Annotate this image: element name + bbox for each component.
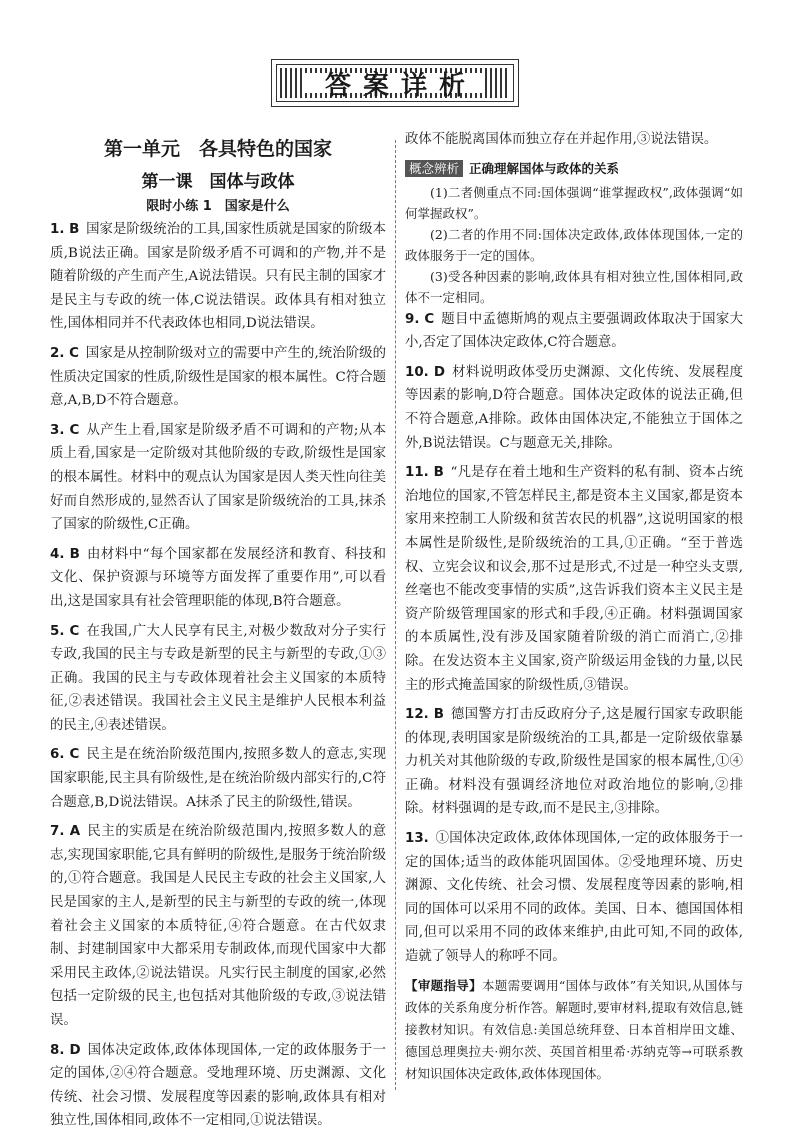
answer-item: [405, 461, 743, 697]
answer-text: 由材料中“每个国家都在发展经济和教育、科技和文化、保护资源与环境等方面发挥了重要作用”,可以看出,这是国家具有社会管理职能的体现,B符合题意。: [50, 546, 386, 609]
drill-title: 限时小练 1 国家是什么: [146, 199, 290, 214]
answer-item: [50, 743, 386, 814]
column-divider: [395, 140, 396, 1090]
page-header: [271, 59, 519, 107]
answer-number: 7. A: [50, 824, 81, 840]
answer-text: 民主的实质是在统治阶级范围内,按照多数人的意志,实现国家职能,它具有鲜明的阶级性,是服务于统治阶级的,①符合题意。我国是人民民主专政的社会主义国家,人民是国家的主人,是新型的民主与新型的专政的统一,体现着社会主义国家的本质特征,④符合题意。在古代奴隶制、封建制国家中大都采用专制政体,而现代国家中大都采用民主政体,②说法错误。凡实行民主制度的国家,必然包括一定阶级的民主,也包括对其他阶级的专政,③说法错误。: [50, 824, 386, 1028]
header-title: 答案详析: [305, 73, 485, 93]
answer-text: 民主是在统治阶级范围内,按照多数人的意志,实现国家职能,民主具有阶级性,是在统治阶级内部实行的,C符合题意,B,D说法错误。A抹杀了民主的阶级性,错误。: [50, 747, 386, 810]
answer-number: 13.: [405, 831, 429, 847]
answer-number: 2. C: [50, 345, 79, 361]
answer-item: [405, 703, 743, 821]
lesson-title: 第一课 国体与政体: [141, 172, 295, 192]
right-answer-list: [405, 308, 743, 969]
answer-item: [405, 308, 743, 355]
answer-item: [50, 543, 386, 614]
answer-text: 题目中孟德斯鸠的观点主要强调政体取决于国家大小,否定了国体决定政体,C符合题意。: [405, 311, 743, 351]
unit-title: 第一单元 各具特色的国家: [103, 138, 332, 160]
answer-number: 10. D: [405, 364, 445, 380]
answer-item: [50, 820, 386, 1032]
answer-number: 1. B: [50, 222, 80, 237]
concept-point: (1)二者侧重点不同:国体强调“谁掌握政权”,政体强调“如何掌握政权”。: [405, 184, 743, 221]
concept-title: 正确理解国体与政体的关系: [469, 160, 620, 176]
answer-item: [405, 361, 743, 455]
review-guide: [405, 975, 743, 1085]
guide-text: 本题需要调用“国体与政体”有关知识,从国体与政体的关系角度分析作答。解题时,要审材料,提取有效信息,链接教材知识。有效信息:美国总统拜登、日本首相岸田文雄、德国总理奥拉夫·朔尔茨、英国首相里希·苏纳克等→可联系教材知识国体决定政体,政体体现国体。: [405, 977, 743, 1081]
answer-item: [50, 1039, 386, 1133]
concept-point: (3)受各种因素的影响,政体具有相对独立性,国体相同,政体不一定相同。: [405, 268, 743, 305]
answer-item: [405, 827, 743, 969]
answer-number: 4. B: [50, 546, 80, 562]
answer-number: 8. D: [50, 1042, 81, 1058]
answer-item: [50, 620, 386, 738]
concept-tag: 概念辨析: [405, 160, 463, 177]
concept-heading: [405, 158, 743, 180]
answer-text: 在我国,广大人民享有民主,对极少数敌对分子实行专政,我国的民主与专政是新型的民主与新型的专政,①③正确。我国的民主与专政体现着社会主义国家的本质特征,②表述错误。我国社会主义民主是维护人民根本利益的民主,④表述错误。: [50, 623, 386, 733]
answer-number: 6. C: [50, 747, 80, 763]
answer-number: 3. C: [50, 422, 80, 438]
answer-text: ①国体决定政体,政体体现国体,一定的政体服务于一定的国体;适当的政体能巩固国体。②受地理环境、历史渊源、文化传统、社会习惯、发展程度等因素的影响,相同的国体可以采用不同的政体。美国、日本、德国国体相同,但可以采用不同的政体来维护,由此可知,不同的政体,造就了领导人的称呼不同。: [405, 831, 743, 965]
answer-text: “凡是存在着土地和生产资料的私有制、资本占统治地位的国家,不管怎样民主,都是资本主义国家,都是资本家用来控制工人阶级和贫苦农民的机器”,这说明国家的根本属性是阶级性,是阶级统治的工具,①正确。“至于普选权、立宪会议和议会,那不过是形式,不过是一种空头支票,丝毫也不能改变事情的实质”,这告诉我们资本主义民主是资产阶级管理国家的形式和手段,④正确。材料强调国家的本质属性,没有涉及国家随着阶级的消亡而消亡,②排除。在发达资本主义国家,资产阶级运用金钱的力量,以民主的形式掩盖国家的阶级性质,③错误。: [405, 465, 743, 693]
left-column: [50, 128, 386, 1139]
answer-text: 国体决定政体,政体体现国体,一定的政体服务于一定的国体,②④符合题意。受地理环境、历史渊源、文化传统、社会习惯、发展程度等因素的影响,政体具有相对独立性,国体相同,政体不一定相同,①说法错误。: [50, 1042, 386, 1129]
right-column: [405, 128, 743, 1085]
answer-number: 11. B: [405, 465, 444, 481]
answer-number: 5. C: [50, 623, 80, 639]
answer-item: [50, 218, 386, 336]
left-answer-list: [50, 218, 386, 1133]
guide-tag: 【审题指导】: [405, 977, 482, 993]
answer-number: 12. B: [405, 707, 444, 723]
concept-point: (2)二者的作用不同:国体决定政体,政体体现国体,一定的政体服务于一定的国体。: [405, 226, 743, 263]
answer-text: 材料说明政体受历史渊源、文化传统、发展程度等因素的影响,D符合题意。国体决定政体的说法正确,但不符合题意,A排除。政体由国体决定,不能独立于国体之外,B说法错误。C与题意无关,排除。: [405, 364, 744, 451]
answer-item: [50, 419, 386, 537]
answer-text: 国家是阶级统治的工具,国家性质就是国家的阶级本质,B说法正确。国家是阶级矛盾不可调和的产物,并不是随着阶级的产生而产生,A说法错误。只有民主制的国家才是民主与专政的统一体,C说法错误。政体具有相对独立性,国体相同并不代表政体也相同,D说法错误。: [50, 222, 386, 332]
answer-number: 9. C: [405, 311, 435, 327]
answer-text: 从产生上看,国家是阶级矛盾不可调和的产物;从本质上看,国家是一定阶级对其他阶级的专政,阶级性是国家的根本属性。材料中的观点认为国家是因人类天性向往美好而自然形成的,显然否认了国家是阶级统治的工具,抹杀了国家的阶级性,C正确。: [50, 422, 386, 533]
continuation-text: 政体不能脱离国体而独立存在并起作用,③说法错误。: [405, 132, 718, 147]
answer-text: 国家是从控制阶级对立的需要中产生的,统治阶级的性质决定国家的性质,阶级性是国家的根本属性。C符合题意,A,B,D不符合题意。: [50, 345, 386, 409]
answer-text: 德国警方打击反政府分子,这是履行国家专政职能的体现,表明国家是阶级统治的工具,都是一定阶级依靠暴力机关对其他阶级的专政,阶级性是国家的根本属性,①④正确。材料没有强调经济地位对政治地位的影响,②排除。材料强调的是专政,而不是民主,③排除。: [405, 707, 743, 817]
answer-item: [50, 342, 386, 413]
